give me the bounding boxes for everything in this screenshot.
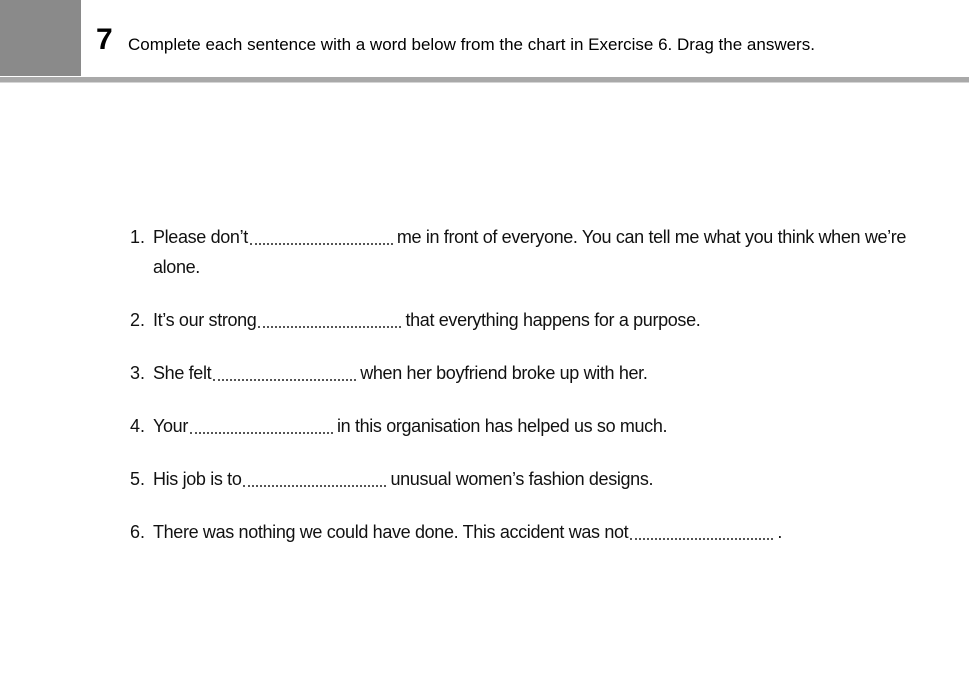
sentence-1 [130,222,920,282]
answer-drop-zone-1[interactable] [250,223,393,245]
exercise-number-box [0,0,81,76]
sentence-6 [130,517,920,547]
exercise-instruction: Complete each sentence with a word below from the chart in Exercise 6. Drag the answers. [128,35,815,54]
answer-drop-zone-5[interactable] [243,465,386,487]
header-divider [0,77,969,83]
sentence-number: 3. [130,363,146,383]
exercise-number: 7 [96,23,113,56]
sentence-text-before: Your [153,416,188,436]
sentence-number: 4. [130,416,146,436]
sentence-text-after: in this organisation has helped us so much. [336,416,668,436]
sentence-text-before: Please don’t [153,227,248,247]
sentence-3 [130,358,920,388]
answer-drop-zone-6[interactable] [630,518,773,540]
sentence-4 [130,411,920,441]
answer-drop-zone-4[interactable] [190,412,333,434]
answer-drop-zone-3[interactable] [213,359,356,381]
sentence-2 [130,305,920,335]
sentence-list [130,222,920,570]
exercise-header [0,0,969,78]
sentence-5 [130,464,920,494]
sentence-text-after: me in front of everyone. You can tell me what you think when we’re alone. [153,227,907,277]
answer-drop-zone-2[interactable] [258,306,401,328]
sentence-text-before: It’s our strong [153,310,257,330]
sentence-text-after: when her boyfriend broke up with her. [360,363,648,383]
sentence-text-after: that everything happens for a purpose. [405,310,701,330]
sentence-text-after: unusual women’s fashion designs. [390,469,654,489]
sentence-number: 5. [130,469,146,489]
sentence-number: 6. [130,522,146,542]
sentence-text-before: There was nothing we could have done. This accident was not [153,522,629,542]
sentence-number: 1. [130,227,146,247]
sentence-text-before: She felt [153,363,212,383]
sentence-text-before: His job is to [153,469,242,489]
sentence-number: 2. [130,310,146,330]
sentence-text-after: . [777,522,782,542]
